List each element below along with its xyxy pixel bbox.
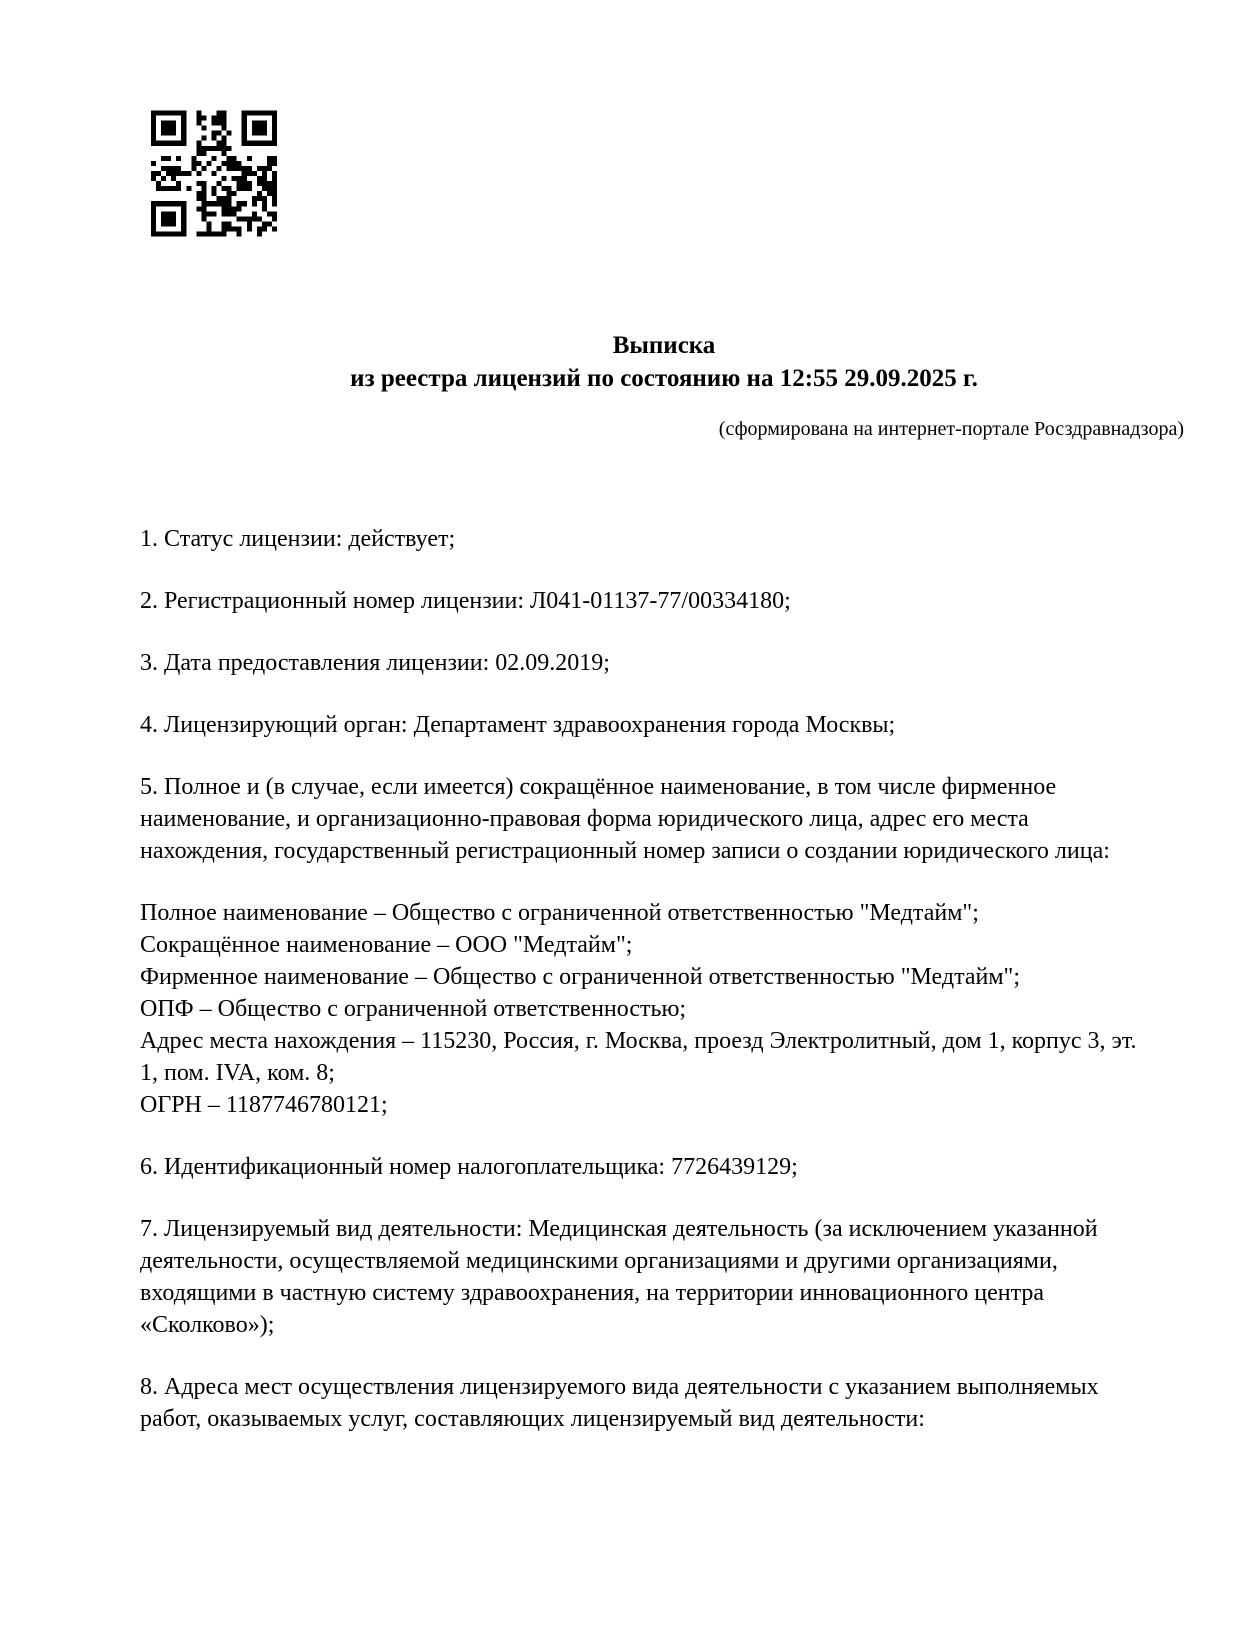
paragraph-licensing-authority: 4. Лицензирующий орган: Департамент здравоохранения города Москвы; [140, 712, 896, 738]
paragraph-grant-date: 3. Дата предоставления лицензии: 02.09.2019; [140, 650, 610, 676]
qr-code-icon [151, 110, 277, 237]
title-line-1: Выписка [612, 332, 716, 359]
document-subtitle: (сформирована на интернет-портале Росздравнадзора) [718, 418, 1184, 440]
paragraph-license-status: 1. Статус лицензии: действует; [140, 526, 456, 552]
paragraph-inn: 6. Идентификационный номер налогоплательщика: 7726439129; [140, 1154, 798, 1180]
document-title [140, 329, 1188, 395]
entity-short-name: Сокращённое наименование – ООО "Медтайм"; [140, 932, 633, 958]
title-line-2: из реестра лицензий по состоянию на 12:55 29.09.2025 г. [350, 365, 978, 392]
entity-legal-form: ОПФ – Общество с ограниченной ответственностью; [140, 996, 687, 1022]
entity-brand-name: Фирменное наименование – Общество с ограниченной ответственностью "Медтайм"; [140, 964, 1020, 990]
entity-details-block [140, 897, 1142, 1121]
document-body [140, 523, 1142, 1465]
paragraph-activity-addresses: 8. Адреса мест осуществления лицензируемого вида деятельности с указанием выполняемых работ, оказываемых услуг, составляющих лицензируемый вид деятельности: [140, 1374, 1099, 1432]
paragraph-entity-intro: 5. Полное и (в случае, если имеется) сокращённое наименование, в том числе фирменное наименование, и организационно-правовая форма юридического лица, адрес его места нахождения, государственный регистрационный номер записи о создании юридического лица: [140, 774, 1110, 864]
paragraph-registration-number: 2. Регистрационный номер лицензии: Л041-01137-77/00334180; [140, 588, 791, 614]
entity-full-name: Полное наименование – Общество с ограниченной ответственностью "Медтайм"; [140, 900, 979, 926]
entity-ogrn: ОГРН – 1187746780121; [140, 1092, 388, 1118]
paragraph-licensed-activity: 7. Лицензируемый вид деятельности: Медицинская деятельность (за исключением указанной деятельности, осуществляемой медицинскими организациями и другими организациями, входящими в частную систему здравоохранения, на территории инновационного центра «Сколково»); [140, 1216, 1098, 1338]
entity-address: Адрес места нахождения – 115230, Россия, г. Москва, проезд Электролитный, дом 1, корпус 3, эт. 1, пом. IVA, ком. 8; [140, 1028, 1137, 1086]
